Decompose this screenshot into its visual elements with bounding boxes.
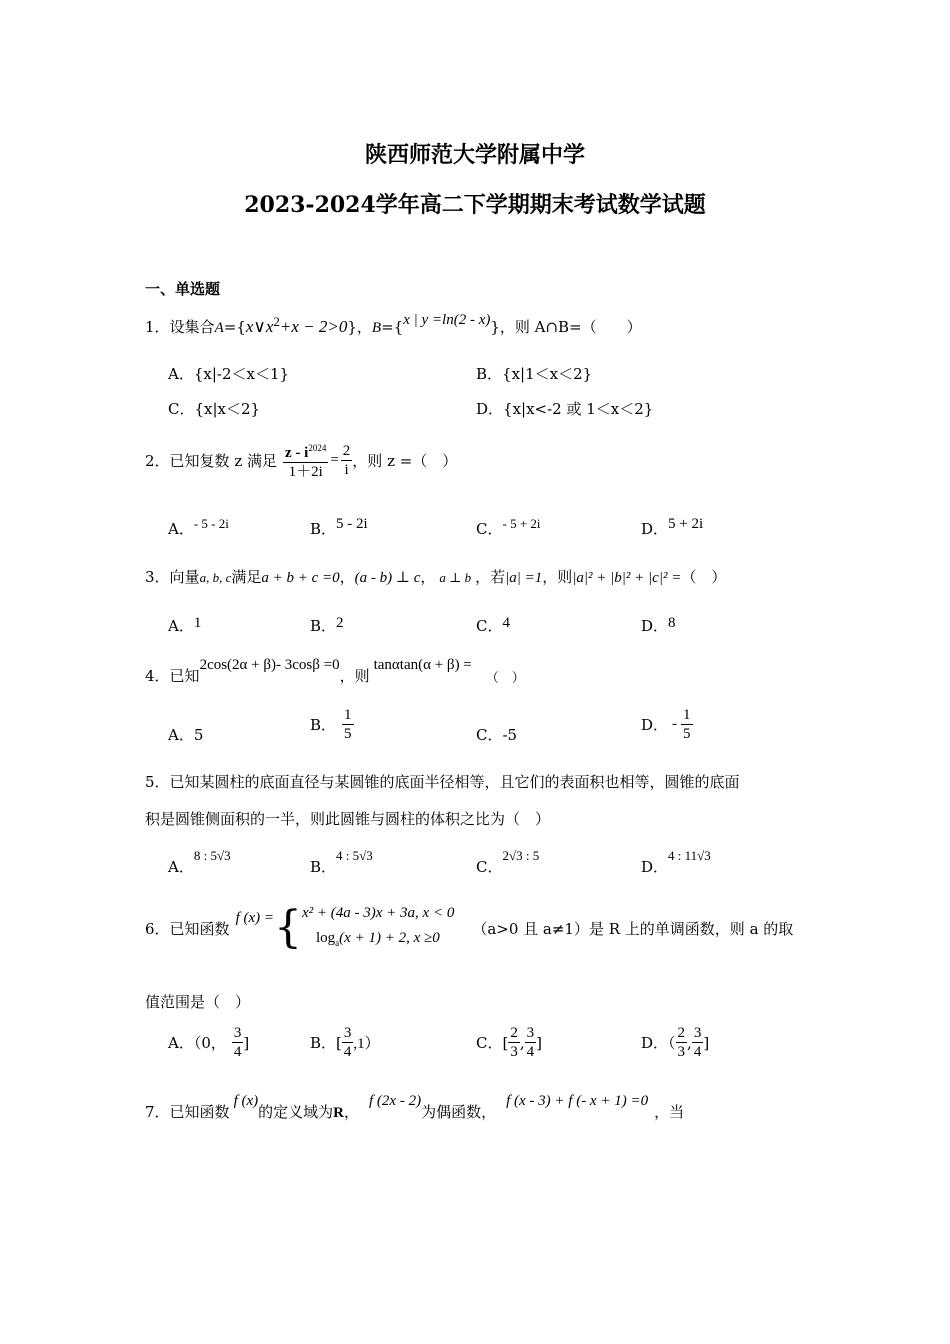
q6-case-2-sub: a xyxy=(335,937,340,948)
q3-option-b[interactable] xyxy=(310,615,344,636)
q6-option-d-close: ] xyxy=(703,1033,710,1052)
q6-option-d-fraction-2 xyxy=(692,1024,704,1061)
q4-option-d-fraction xyxy=(681,706,693,743)
q6-option-b[interactable] xyxy=(310,1024,380,1061)
q2-frac-exponent: 2024 xyxy=(308,443,327,453)
q3-option-d-label: D． xyxy=(641,617,669,635)
q1-set-a-close: }， xyxy=(347,318,372,336)
question-7 xyxy=(145,1086,684,1122)
q3-cond-3: a ⊥ b xyxy=(439,570,472,585)
q5-option-b-label: B． xyxy=(310,858,337,876)
q1-option-a[interactable]: A．{x|-2＜x＜1} xyxy=(168,365,290,383)
q4-option-a[interactable]: A．5 xyxy=(168,726,204,744)
q3-option-c-label: C． xyxy=(476,617,503,635)
q6-function-name: f (x) = xyxy=(235,909,274,926)
q6-option-b-den: 4 xyxy=(343,1044,352,1060)
question-2 xyxy=(145,430,457,490)
q3-text-2: 满足 xyxy=(231,568,262,586)
q2-stem: 已知复数 z 满足 xyxy=(169,451,277,470)
q4-condition: 2cos(2α + β)- 3cosβ =0 xyxy=(199,657,340,673)
question-6 xyxy=(145,900,793,956)
q2-rhs-fraction xyxy=(341,442,353,479)
q6-option-a-fraction xyxy=(232,1024,244,1061)
q3-option-c-value: 4 xyxy=(502,615,510,631)
q3-text-4: ，则 xyxy=(542,568,573,586)
q4-option-d-den: 5 xyxy=(683,726,691,742)
q1-set-b-math: x | y =ln(2 - x) xyxy=(403,312,491,328)
q3-option-b-label: B． xyxy=(310,617,337,635)
q3-cond-1: a + b + c =0 xyxy=(261,570,340,586)
q6-option-c[interactable]: C．[ $\frac{2}{3}$ , $\frac{3}{4}$ ] xyxy=(476,1025,542,1060)
q5-option-c-value: 2√3 : 5 xyxy=(502,848,540,863)
q3-option-d[interactable] xyxy=(641,615,676,636)
q2-frac-numerator: z - i xyxy=(285,445,309,461)
q6-line-2: 值范围是（ ） xyxy=(145,993,251,1011)
q4-number: 4． xyxy=(145,667,170,685)
q1-set-a-tail: +x − 2>0 xyxy=(279,317,348,336)
q1-set-a-open: ={ xyxy=(223,318,246,336)
q3-option-b-value: 2 xyxy=(336,615,344,631)
q6-option-d-den-1: 3 xyxy=(677,1044,686,1060)
q1-set-b-close: }，则 A∩B=（ ） xyxy=(490,318,642,336)
q3-expression: |a|² + |b|² + |c|² = xyxy=(572,570,682,586)
q6-option-c-num-1: 2 xyxy=(510,1025,518,1041)
q6-option-a-close: ] xyxy=(243,1033,250,1052)
q4-option-c[interactable]: C．-5 xyxy=(476,726,518,744)
q3-option-a-label: A． xyxy=(168,617,194,635)
q5-option-a-label: A． xyxy=(168,858,194,876)
q2-option-d-value: 5 + 2i xyxy=(668,516,704,532)
q6-option-c-den-1: 3 xyxy=(510,1044,518,1060)
q3-cond-4: |a| =1 xyxy=(505,570,543,586)
question-5-line-1 xyxy=(145,771,740,792)
q6-cases xyxy=(302,901,454,956)
q3-text-1: 向量 xyxy=(169,568,200,586)
q2-option-a[interactable] xyxy=(168,518,229,539)
q7-sep: ， xyxy=(344,1103,360,1121)
q6-option-a-den: 4 xyxy=(233,1044,242,1060)
q1-option-d[interactable]: D．{x|x<-2 或 1＜x＜2} xyxy=(476,400,654,418)
q3-cond-2: (a - b) ⊥ c xyxy=(354,570,421,586)
q6-option-c-label: C．[ xyxy=(476,1034,509,1052)
q1-stem: 设集合 xyxy=(169,318,215,336)
q6-option-c-den-2: 4 xyxy=(526,1044,535,1060)
q6-option-d-num-2: 3 xyxy=(693,1025,702,1041)
q2-fraction xyxy=(283,439,328,481)
q3-tail: （ ） xyxy=(681,568,727,586)
q3-vectors: a, b, c xyxy=(199,570,232,585)
q3-option-a-value: 1 xyxy=(193,615,202,631)
q2-option-c[interactable] xyxy=(476,518,541,539)
q6-brace: { xyxy=(274,902,302,953)
q7-text-3: 为偶函数， xyxy=(421,1103,497,1121)
q5-option-b[interactable] xyxy=(310,848,373,877)
q6-option-d-fraction-1 xyxy=(676,1024,688,1061)
q5-number: 5． xyxy=(145,773,170,791)
q4-expression: tanαtan(α + β) = xyxy=(373,657,472,673)
q6-option-b-fraction xyxy=(342,1024,354,1061)
q4-option-d-label: D． xyxy=(641,716,669,734)
q6-number: 6． xyxy=(145,919,170,938)
q3-sep-1: ， xyxy=(339,568,355,586)
q6-option-b-label: B．[ xyxy=(310,1034,342,1052)
question-4 xyxy=(145,650,525,686)
section-heading: 一、单选题 xyxy=(145,280,221,298)
q2-option-b-label: B． xyxy=(310,520,337,538)
q2-rhs-denominator: i xyxy=(344,461,349,478)
q3-option-a[interactable] xyxy=(168,615,201,636)
q6-option-d-num-1: 2 xyxy=(677,1025,686,1041)
q7-text-1: 已知函数 xyxy=(169,1103,230,1121)
q3-sep-2: ， xyxy=(420,568,436,586)
q2-rhs-numerator: 2 xyxy=(342,442,351,459)
q4-option-b-den: 5 xyxy=(344,726,352,742)
q5-option-d-label: D． xyxy=(641,858,669,876)
q2-option-a-value: - 5 - 2i xyxy=(193,516,229,531)
q5-option-a[interactable] xyxy=(168,848,231,877)
q2-option-a-label: A． xyxy=(168,520,194,538)
school-title: 陕西师范大学附属中学 xyxy=(364,142,585,168)
q1-set-b-name: B xyxy=(371,320,382,336)
q7-number: 7． xyxy=(145,1103,170,1121)
q2-option-d[interactable] xyxy=(641,518,703,539)
q3-option-d-value: 8 xyxy=(668,615,676,631)
q2-option-c-label: C． xyxy=(476,520,503,538)
q2-tail: ，则 z =（ ） xyxy=(352,451,458,470)
q6-option-a[interactable] xyxy=(168,1024,249,1061)
q2-option-d-label: D． xyxy=(641,520,669,538)
q2-option-b[interactable] xyxy=(310,518,368,539)
q6-text-2: （a>0 且 a≠1）是 R 上的单调函数，则 a 的取 xyxy=(472,919,794,938)
q5-option-a-value: 8 : 5√3 xyxy=(193,848,231,863)
q2-option-c-value: - 5 + 2i xyxy=(502,516,541,531)
q5-option-d[interactable] xyxy=(641,848,711,877)
q6-case-2: log xyxy=(316,929,336,946)
q5-option-b-value: 4 : 5√3 xyxy=(336,848,373,863)
q4-option-b-num: 1 xyxy=(344,707,352,723)
q4-text-2: ，则 xyxy=(339,667,370,685)
q7-function-2: f (2x - 2) xyxy=(369,1093,422,1109)
q5-option-c-label: C． xyxy=(476,858,503,876)
exam-title: 2023-2024学年高二下学期期末考试数学试题 xyxy=(244,192,706,218)
q6-option-c-num-2: 3 xyxy=(526,1025,535,1041)
q6-text-1: 已知函数 xyxy=(169,919,230,938)
q4-option-b-label: B． xyxy=(310,716,337,734)
question-1 xyxy=(145,314,642,337)
q6-case-2-tail: (x + 1) + 2, x ≥0 xyxy=(339,929,440,946)
q2-number: 2． xyxy=(145,451,170,470)
q6-option-b-num: 3 xyxy=(343,1025,352,1041)
q1-set-a-name: A xyxy=(214,320,224,336)
q1-option-c[interactable]: C．{x|x＜2} xyxy=(168,400,261,418)
q2-option-b-value: 5 - 2i xyxy=(336,516,368,532)
q6-option-c-fraction-2 xyxy=(525,1024,537,1061)
q6-option-d[interactable]: D．（ $\frac{2}{3}$ , $\frac{3}{4}$ ] xyxy=(641,1025,710,1060)
q4-option-d-sign: - xyxy=(672,716,678,732)
q6-option-c-fraction-1 xyxy=(508,1024,520,1061)
q4-tail: （ ） xyxy=(485,671,525,686)
q7-condition: f (x - 3) + f (- x + 1) =0 xyxy=(506,1093,649,1109)
q6-option-a-num: 3 xyxy=(233,1025,242,1041)
q7-text-4: ，当 xyxy=(654,1103,685,1121)
q6-option-a-label: A．（0， xyxy=(168,1034,226,1052)
q1-set-a-math: x∨x xyxy=(245,317,274,336)
q3-option-c[interactable] xyxy=(476,615,510,636)
q7-function: f (x) xyxy=(233,1093,259,1109)
q5-option-c[interactable] xyxy=(476,848,540,877)
q4-option-d-num: 1 xyxy=(683,707,691,723)
q7-text-2: 的定义域为 xyxy=(258,1103,334,1121)
q2-equals: = xyxy=(330,451,339,468)
q4-option-d[interactable] xyxy=(641,706,693,743)
q6-option-d-label: D．（ xyxy=(641,1034,676,1052)
q7-real-set: R xyxy=(333,1105,344,1121)
q4-option-b-fraction xyxy=(342,706,354,743)
q6-option-b-close: ,1） xyxy=(353,1036,380,1052)
question-5-line-2: 积是圆锥侧面积的一半，则此圆锥与圆柱的体积之比为（ ） xyxy=(145,810,551,828)
q2-frac-denominator: 1＋2i xyxy=(288,464,323,480)
q5-text-1: 已知某圆柱的底面直径与某圆锥的底面半径相等，且它们的表面积也相等，圆锥的底面 xyxy=(169,773,740,791)
q6-case-1: x² + (4a - 3)x + 3a, x < 0 xyxy=(302,904,455,921)
question-3 xyxy=(145,566,726,587)
q3-text-3: ，若 xyxy=(475,568,506,586)
q1-option-b[interactable]: B．{x|1＜x＜2} xyxy=(476,365,593,383)
q3-number: 3． xyxy=(145,568,170,586)
q5-option-d-value: 4 : 11√3 xyxy=(668,848,711,863)
q1-set-a-exp: 2 xyxy=(273,314,280,329)
q6-option-d-den-2: 4 xyxy=(693,1044,702,1060)
q1-number: 1． xyxy=(145,318,170,336)
q1-set-b-open: ={ xyxy=(381,318,404,336)
q6-option-c-close: ] xyxy=(536,1033,542,1052)
q4-option-b[interactable] xyxy=(310,706,354,743)
q4-text-1: 已知 xyxy=(169,667,200,685)
